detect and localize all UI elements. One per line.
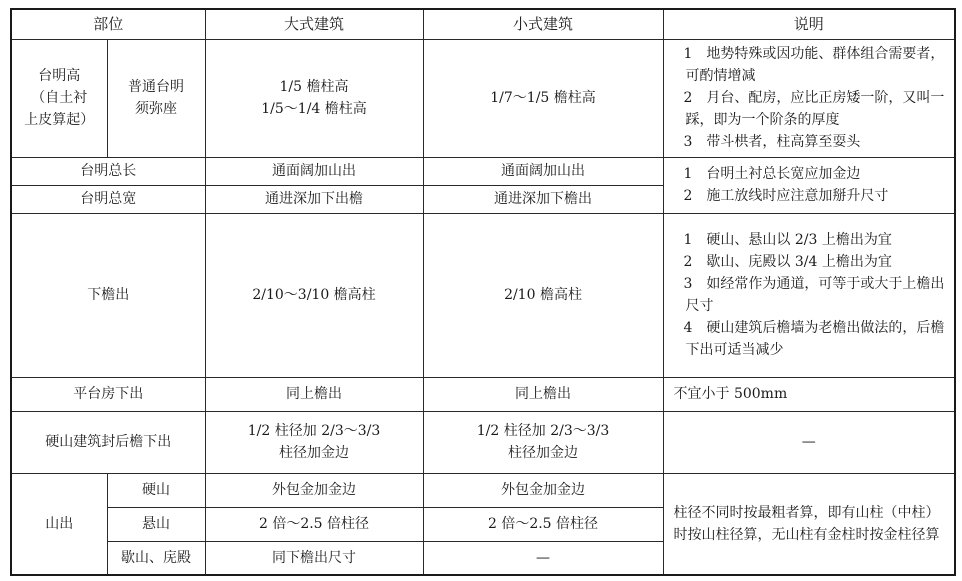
- platform-width-large: 通进深加下出檐: [205, 185, 423, 213]
- table-row: [11, 213, 955, 377]
- flat-roof-small: 同上檐出: [423, 377, 663, 411]
- gable-out-label: 山出: [11, 473, 107, 575]
- gable-out-note: 柱径不同时按最粗者算，即有山柱（中柱）时按山柱径算，无山柱有金柱时按金柱径算: [663, 473, 955, 575]
- header-small: 小式建筑: [423, 9, 663, 39]
- table-row: [11, 473, 955, 507]
- gable-out-sub-name: 歇山、庑殿: [107, 541, 205, 575]
- gable-out-large: 同下檐出尺寸: [205, 541, 423, 575]
- gable-out-small: —: [423, 541, 663, 575]
- platform-height-label: 台明高 （自土衬 上皮算起）: [11, 39, 107, 157]
- gable-rear-label: 硬山建筑封后檐下出: [11, 411, 205, 473]
- lower-eave-large: 2/10～3/10 檐高柱: [205, 213, 423, 377]
- header-note: 说明: [663, 9, 955, 39]
- table-row: [11, 157, 955, 185]
- dimension-table: [10, 8, 956, 576]
- flat-roof-note: 不宜小于 500mm: [663, 377, 955, 411]
- gable-rear-note: —: [663, 411, 955, 473]
- platform-width-label: 台明总宽: [11, 185, 205, 213]
- platform-height-small: 1/7～1/5 檐柱高: [423, 39, 663, 157]
- length-width-notes: 1 台明土衬总长宽应加金边 2 施工放线时应注意加掰升尺寸: [663, 157, 955, 213]
- table-row: [11, 39, 955, 157]
- lower-eave-label: 下檐出: [11, 213, 205, 377]
- table-row: [11, 411, 955, 473]
- table-row: [11, 377, 955, 411]
- gable-rear-small: 1/2 柱径加 2/3～3/3 柱径加金边: [423, 411, 663, 473]
- gable-out-large: 2 倍～2.5 倍柱径: [205, 507, 423, 541]
- gable-out-large: 外包金加金边: [205, 473, 423, 507]
- platform-height-large: 1/5 檐柱高 1/5～1/4 檐柱高: [205, 39, 423, 157]
- gable-rear-large: 1/2 柱径加 2/3～3/3 柱径加金边: [205, 411, 423, 473]
- platform-length-large: 通面阔加山出: [205, 157, 423, 185]
- gable-out-sub-name: 硬山: [107, 473, 205, 507]
- platform-length-small: 通面阔加山出: [423, 157, 663, 185]
- flat-roof-large: 同上檐出: [205, 377, 423, 411]
- header-large: 大式建筑: [205, 9, 423, 39]
- lower-eave-notes: 1 硬山、悬山以 2/3 上檐出为宜 2 歇山、庑殿以 3/4 上檐出为宜 3 如经常作为通道，可等于或大于上檐出尺寸 4 硬山建筑后檐墙为老檐出做法的，后檐下出可适当减少: [663, 213, 955, 377]
- lower-eave-small: 2/10 檐高柱: [423, 213, 663, 377]
- header-part: 部位: [11, 9, 205, 39]
- gable-out-small: 外包金加金边: [423, 473, 663, 507]
- gable-out-sub-name: 悬山: [107, 507, 205, 541]
- platform-length-label: 台明总长: [11, 157, 205, 185]
- gable-out-small: 2 倍～2.5 倍柱径: [423, 507, 663, 541]
- platform-width-small: 通进深加下檐出: [423, 185, 663, 213]
- platform-height-sub: 普通台明 须弥座: [107, 39, 205, 157]
- platform-height-notes: 1 地势特殊或因功能、群体组合需要者，可酌情增减 2 月台、配房，应比正房矮一阶，又叫一踩，即为一个阶条的厚度 3 带斗栱者，柱高算至耍头: [663, 39, 955, 157]
- header-row: [11, 9, 955, 39]
- flat-roof-label: 平台房下出: [11, 377, 205, 411]
